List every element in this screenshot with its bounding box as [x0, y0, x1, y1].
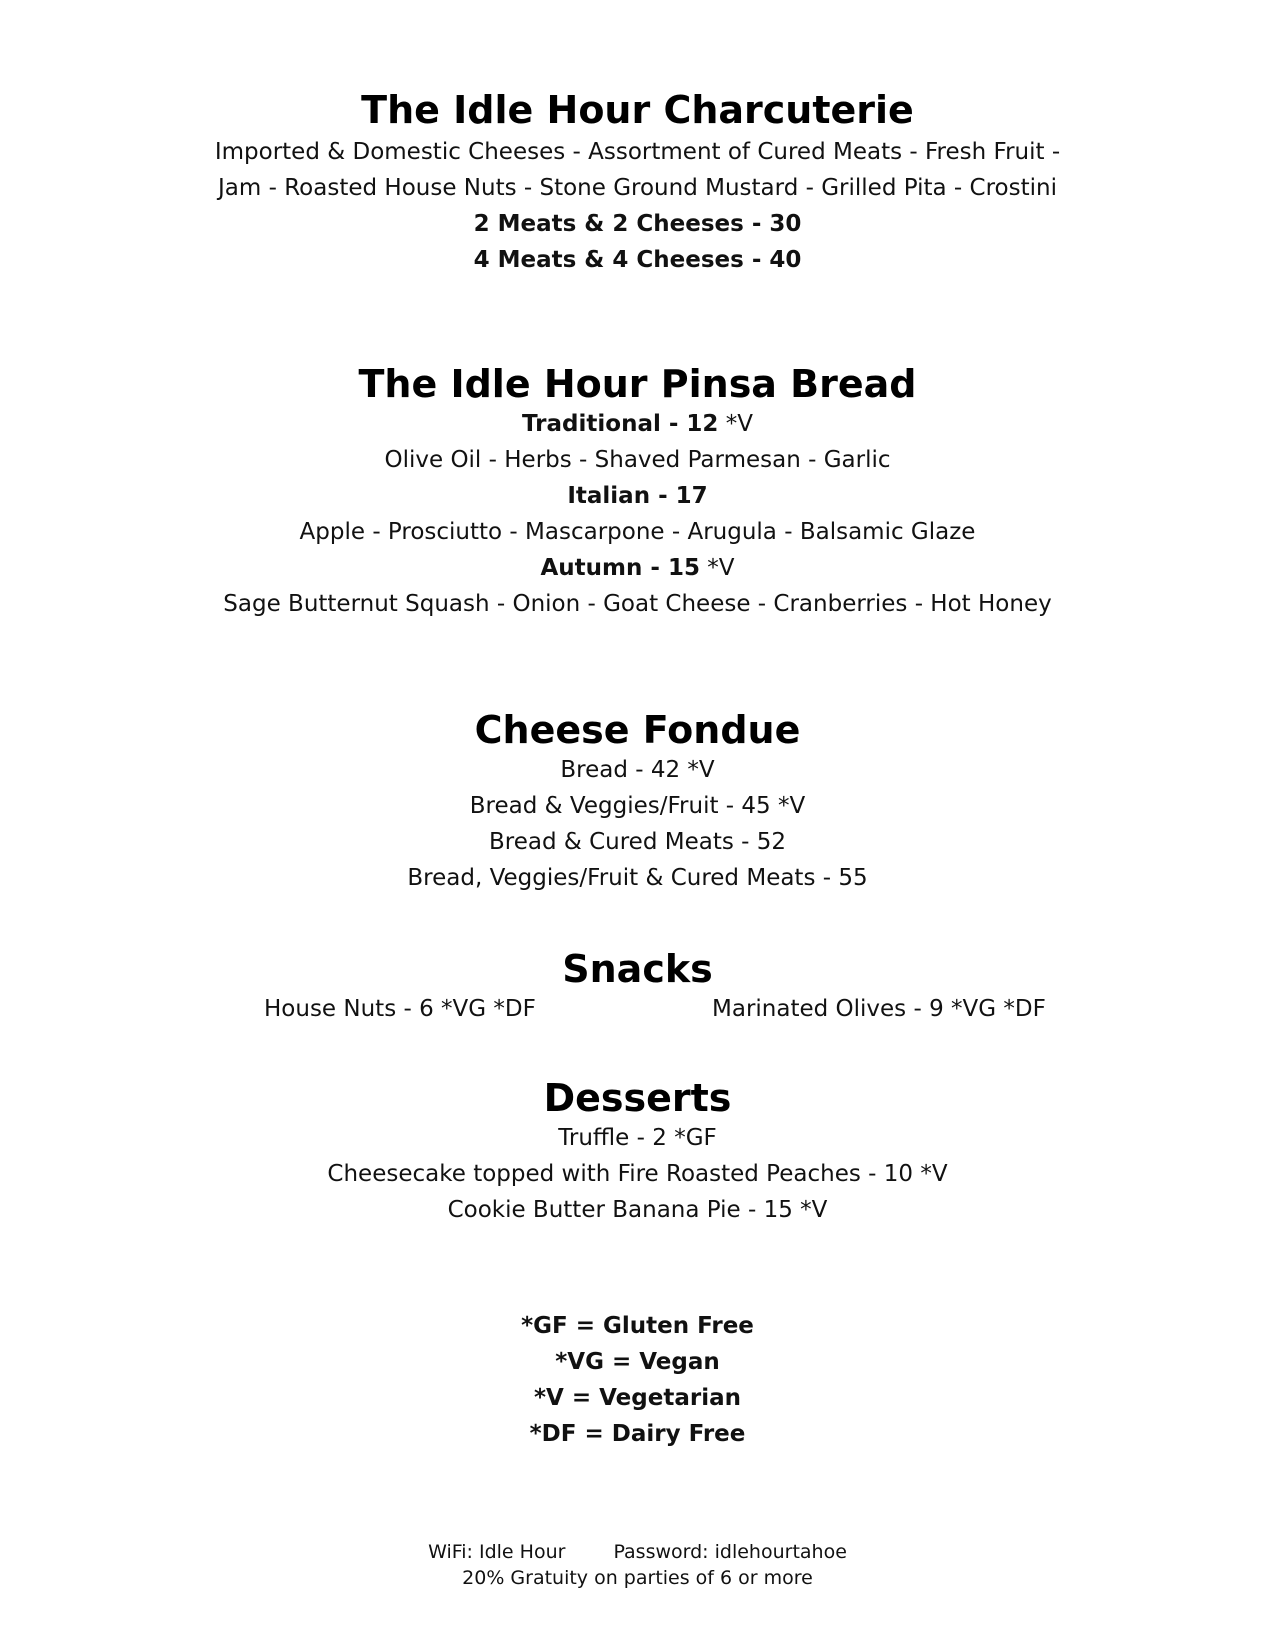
- pinsa-section: [0, 362, 1275, 622]
- fondue-item: Bread - 42 *V: [560, 757, 715, 783]
- legend-item: *GF = Gluten Free: [521, 1313, 754, 1339]
- gratuity-note: 20% Gratuity on parties of 6 or more: [462, 1567, 813, 1589]
- dessert-item: Truffle - 2 *GF: [558, 1125, 717, 1151]
- snacks-row: [0, 991, 1275, 1027]
- pinsa-item-description: Olive Oil - Herbs - Shaved Parmesan - Garlic: [384, 447, 891, 473]
- pinsa-item-name: Autumn - 15: [540, 555, 700, 581]
- desserts-section: [0, 1076, 1275, 1228]
- snacks-title: Snacks: [562, 947, 713, 991]
- legend-item: *V = Vegetarian: [534, 1385, 741, 1411]
- dietary-legend: [0, 1308, 1275, 1452]
- wifi-password: Password: idlehourtahoe: [613, 1541, 847, 1563]
- pinsa-item-heading: [0, 478, 1275, 514]
- charcuterie-option: 2 Meats & 2 Cheeses - 30: [473, 211, 802, 237]
- legend-item: *DF = Dairy Free: [529, 1421, 746, 1447]
- pinsa-item-name: Italian - 17: [567, 483, 708, 509]
- charcuterie-option: 4 Meats & 4 Cheeses - 40: [473, 247, 802, 273]
- charcuterie-description-line-2: Jam - Roasted House Nuts - Stone Ground Mustard - Grilled Pita - Crostini: [218, 175, 1057, 201]
- snack-item: Marinated Olives - 9 *VG *DF: [712, 996, 1046, 1022]
- fondue-item: Bread & Cured Meats - 52: [488, 829, 787, 855]
- pinsa-item-heading: [0, 550, 1275, 586]
- wifi-info: [0, 1539, 1275, 1565]
- pinsa-item-name: Traditional - 12: [522, 411, 719, 437]
- wifi-name: WiFi: Idle Hour: [428, 1541, 566, 1563]
- pinsa-title: The Idle Hour Pinsa Bread: [358, 362, 917, 406]
- pinsa-item-heading: [0, 406, 1275, 442]
- charcuterie-title: The Idle Hour Charcuterie: [361, 88, 914, 132]
- legend-item: *VG = Vegan: [555, 1349, 720, 1375]
- charcuterie-description-line-1: Imported & Domestic Cheeses - Assortment of Cured Meats - Fresh Fruit -: [214, 139, 1061, 165]
- snack-item: House Nuts - 6 *VG *DF: [264, 996, 536, 1022]
- dessert-item: Cookie Butter Banana Pie - 15 *V: [447, 1197, 828, 1223]
- menu-footer: [0, 1539, 1275, 1591]
- dessert-item: Cheesecake topped with Fire Roasted Peaches - 10 *V: [327, 1161, 948, 1187]
- fondue-section: [0, 708, 1275, 896]
- pinsa-item-tag: *V: [725, 411, 753, 437]
- pinsa-item-description: Apple - Prosciutto - Mascarpone - Arugula - Balsamic Glaze: [299, 519, 976, 545]
- fondue-title: Cheese Fondue: [474, 708, 801, 752]
- pinsa-item-description: Sage Butternut Squash - Onion - Goat Cheese - Cranberries - Hot Honey: [223, 591, 1052, 617]
- snacks-section: [0, 947, 1275, 1027]
- fondue-item: Bread & Veggies/Fruit - 45 *V: [469, 793, 806, 819]
- fondue-item: Bread, Veggies/Fruit & Cured Meats - 55: [407, 865, 868, 891]
- pinsa-item-tag: *V: [707, 555, 735, 581]
- desserts-title: Desserts: [543, 1076, 732, 1120]
- charcuterie-section: [0, 88, 1275, 278]
